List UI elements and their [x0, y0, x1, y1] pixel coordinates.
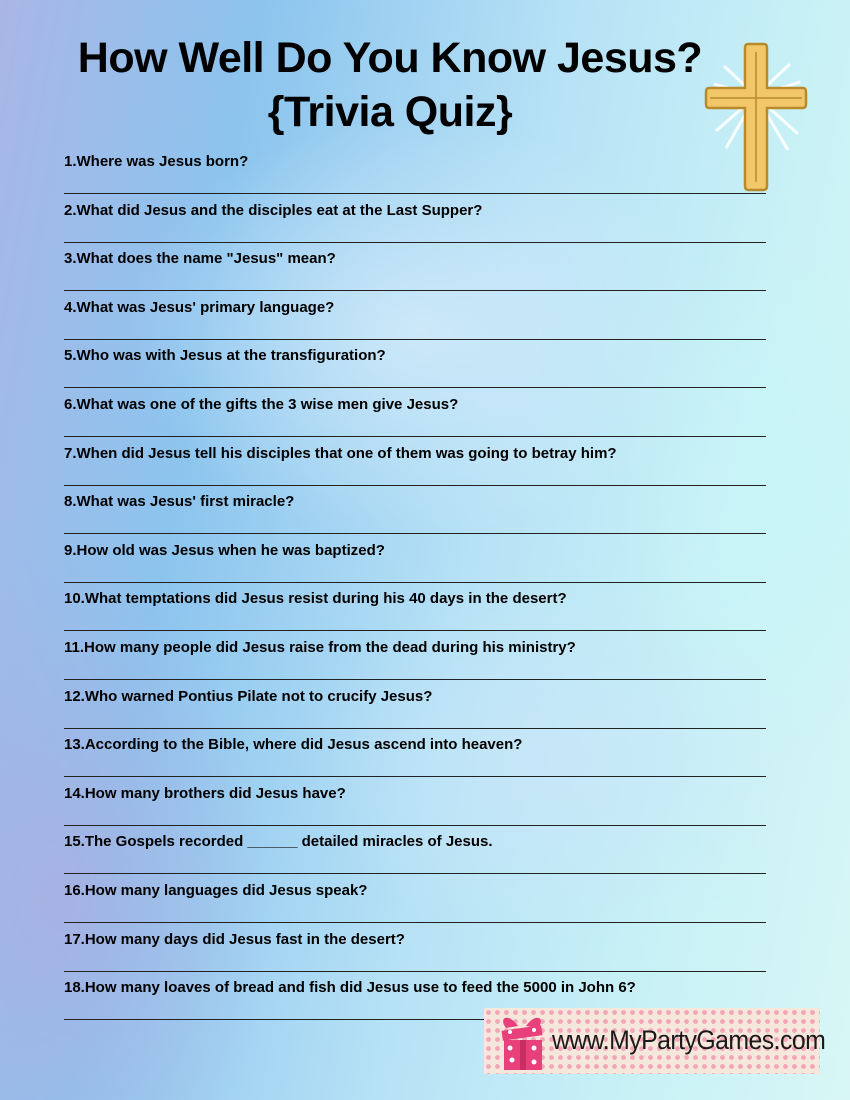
website-logo	[484, 1008, 826, 1074]
question-text: 4.What was Jesus' primary language?	[64, 298, 335, 316]
answer-line[interactable]	[64, 290, 766, 291]
answer-line[interactable]	[64, 339, 766, 340]
answer-line[interactable]	[64, 193, 766, 194]
question-text: 11.How many people did Jesus raise from the dead during his ministry?	[64, 638, 576, 656]
question-item	[64, 784, 766, 833]
question-text: 17.How many days did Jesus fast in the desert?	[64, 930, 405, 948]
website-url: www.MyPartyGames.com	[552, 1025, 826, 1055]
answer-line[interactable]	[64, 776, 766, 777]
page-title: How Well Do You Know Jesus?	[77, 34, 703, 82]
answer-line[interactable]	[64, 971, 766, 972]
question-item	[64, 249, 766, 298]
question-item	[64, 881, 766, 930]
question-text: 13.According to the Bible, where did Jesus ascend into heaven?	[64, 736, 523, 754]
page-subtitle: {Trivia Quiz}	[267, 88, 513, 136]
answer-line[interactable]	[64, 679, 766, 680]
question-item	[64, 589, 766, 638]
answer-line[interactable]	[64, 922, 766, 923]
question-item	[64, 152, 766, 201]
answer-line[interactable]	[64, 242, 766, 243]
question-item	[64, 687, 766, 736]
question-text: 9.How old was Jesus when he was baptized?	[64, 541, 385, 559]
answer-line[interactable]	[64, 533, 766, 534]
question-item	[64, 346, 766, 395]
question-text: 1.Where was Jesus born?	[64, 153, 249, 170]
question-item	[64, 541, 766, 590]
answer-line[interactable]	[64, 485, 766, 486]
question-item	[64, 638, 766, 687]
question-list	[64, 152, 766, 1027]
answer-line[interactable]	[64, 873, 766, 874]
question-text: 3.What does the name "Jesus" mean?	[64, 250, 336, 268]
question-text: 14.How many brothers did Jesus have?	[64, 784, 346, 802]
question-item	[64, 298, 766, 347]
question-text: 8.What was Jesus' first miracle?	[64, 493, 295, 511]
answer-line[interactable]	[64, 387, 766, 388]
question-text: 5.Who was with Jesus at the transfiguration?	[64, 347, 386, 365]
question-item	[64, 735, 766, 784]
question-item	[64, 832, 766, 881]
question-text: 6.What was one of the gifts the 3 wise men give Jesus?	[64, 395, 459, 413]
question-text: 12.Who warned Pontius Pilate not to crucify Jesus?	[64, 687, 433, 705]
answer-line[interactable]	[64, 728, 766, 729]
gift-icon	[494, 1010, 550, 1074]
question-text: 15.The Gospels recorded ______ detailed miracles of Jesus.	[64, 833, 493, 851]
question-text: 2.What did Jesus and the disciples eat at the Last Supper?	[64, 201, 483, 219]
answer-line[interactable]	[64, 436, 766, 437]
question-item	[64, 201, 766, 250]
question-item	[64, 930, 766, 979]
answer-line[interactable]	[64, 582, 766, 583]
question-item	[64, 492, 766, 541]
question-text: 18.How many loaves of bread and fish did Jesus use to feed the 5000 in John 6?	[64, 979, 636, 997]
answer-line[interactable]	[64, 630, 766, 631]
question-item	[64, 444, 766, 493]
question-item	[64, 395, 766, 444]
question-text: 10.What temptations did Jesus resist during his 40 days in the desert?	[64, 590, 567, 608]
question-text: 16.How many languages did Jesus speak?	[64, 881, 368, 899]
question-text: 7.When did Jesus tell his disciples that one of them was going to betray him?	[64, 444, 617, 462]
answer-line[interactable]	[64, 825, 766, 826]
